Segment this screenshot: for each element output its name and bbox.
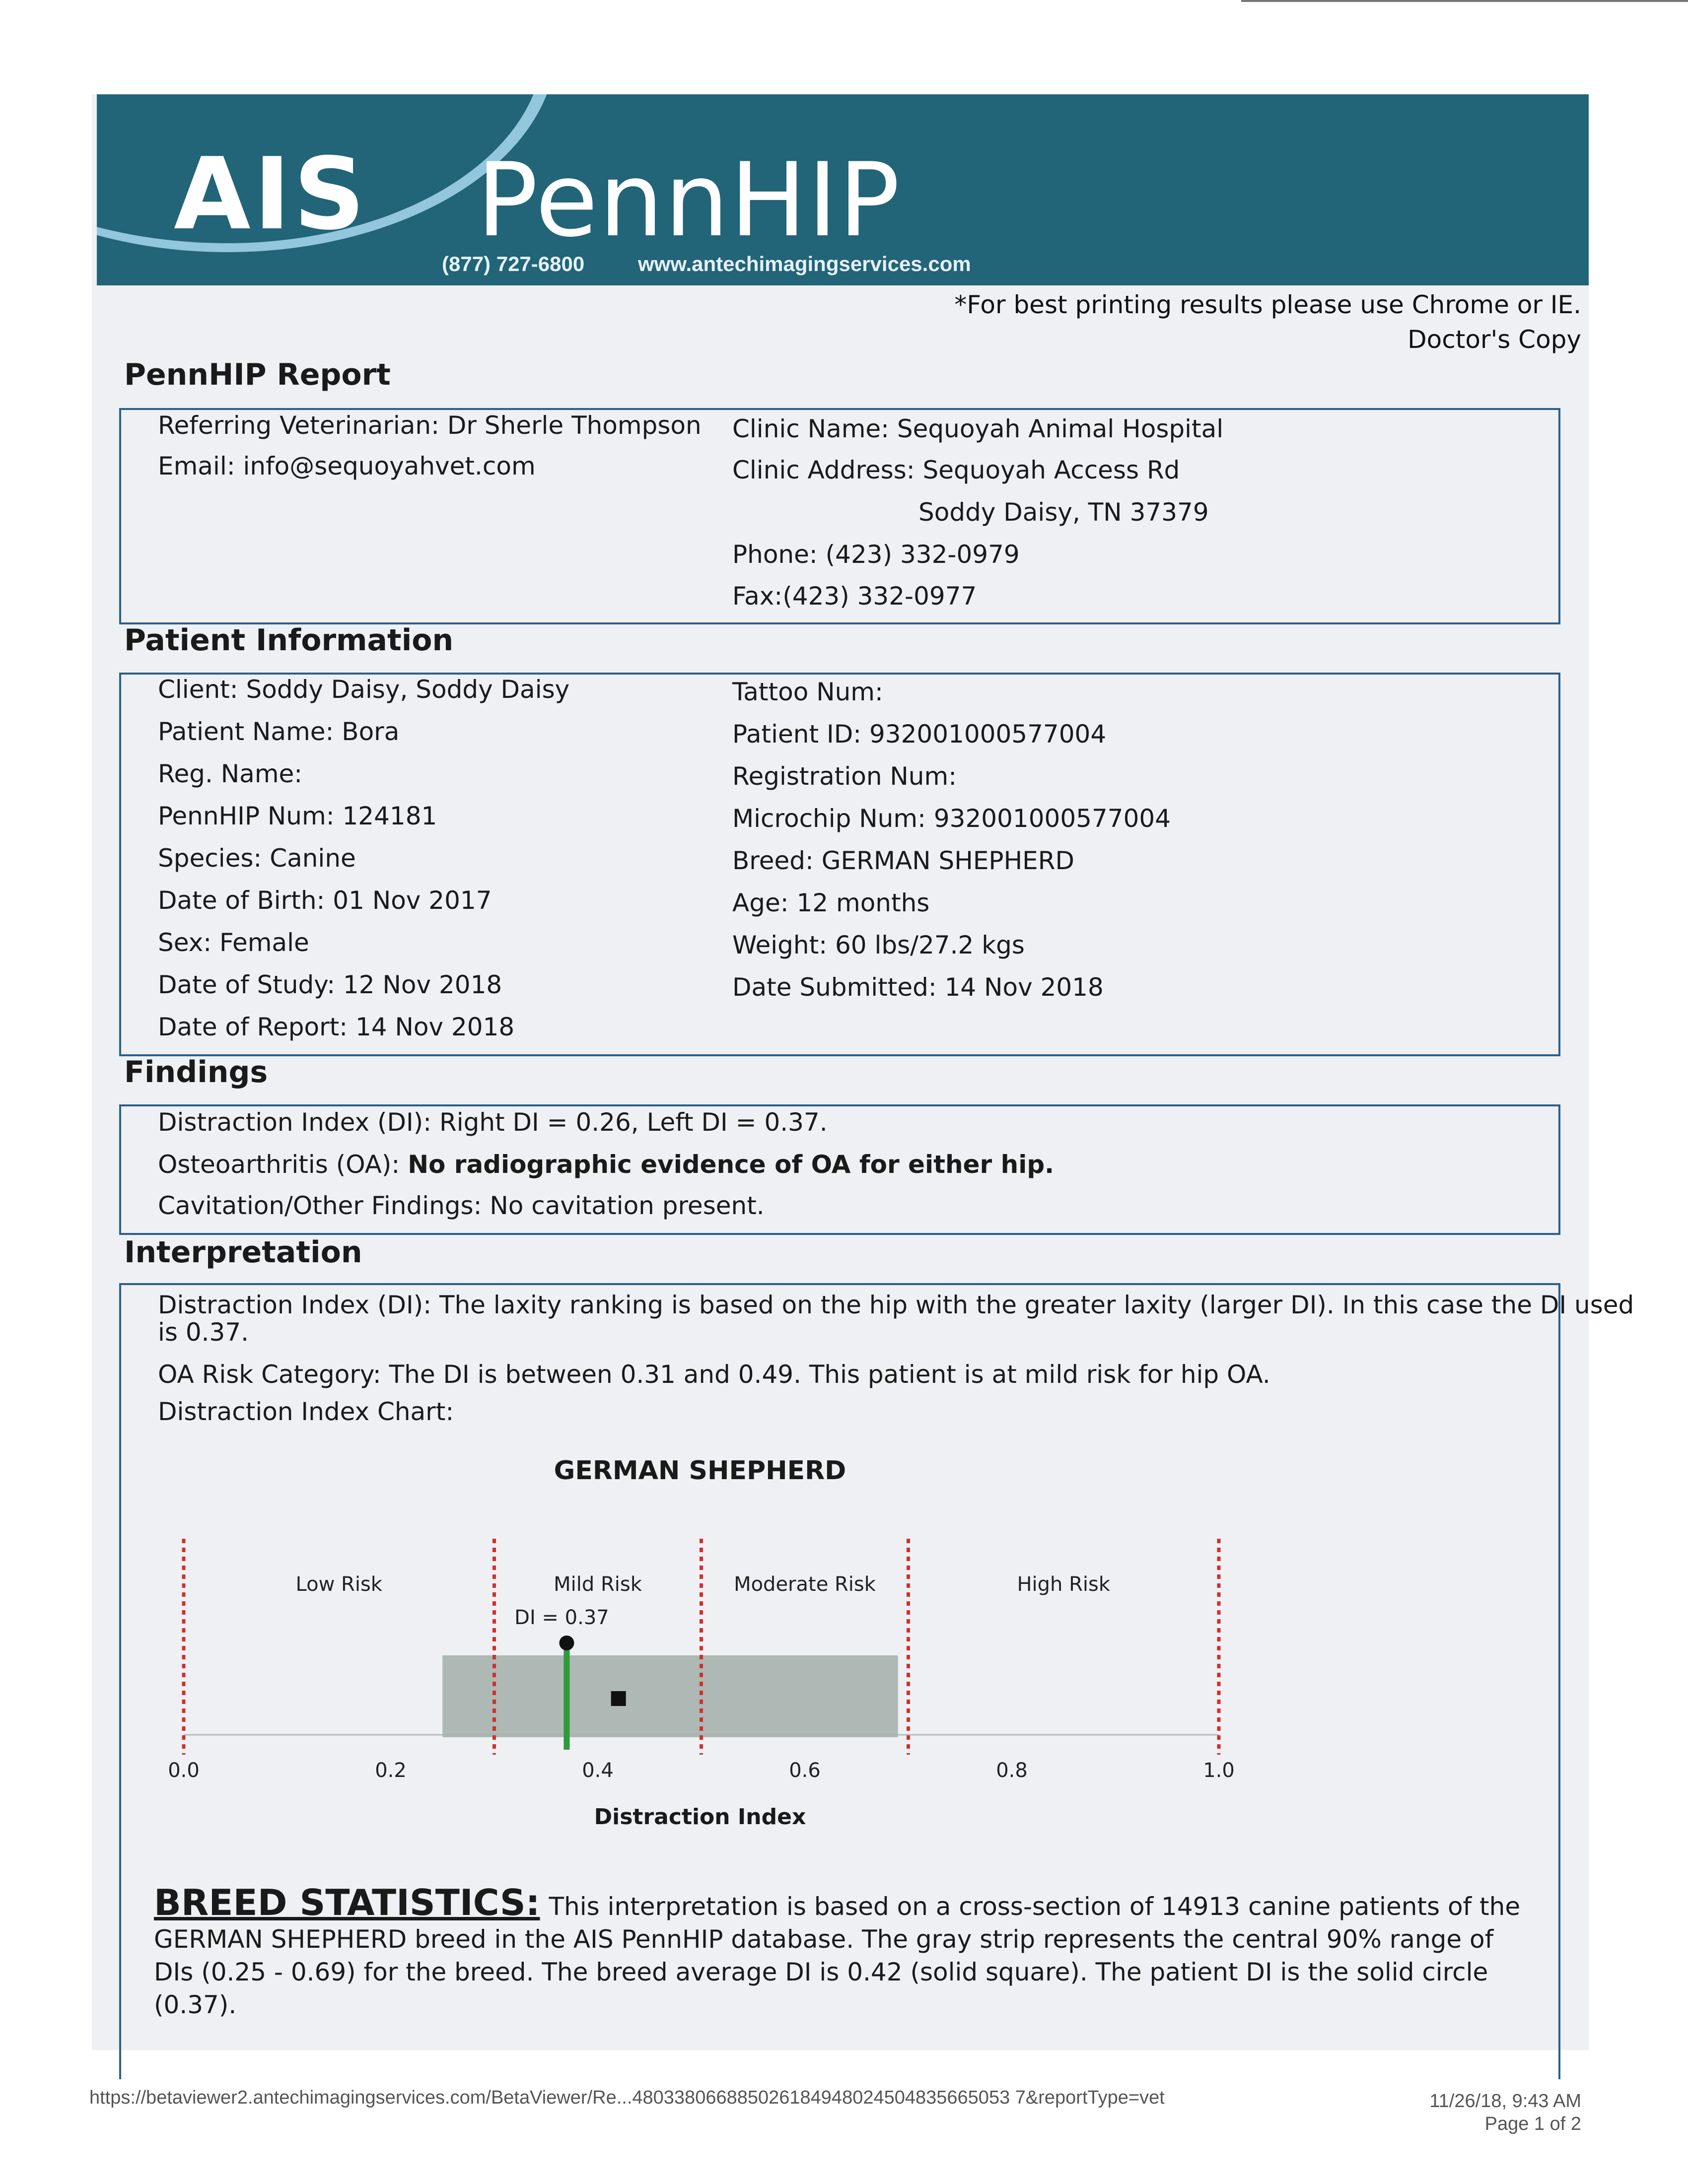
interpretation-oa-risk: OA Risk Category: The DI is between 0.31 and 0.49. This patient is at mild risk for hip OA. [158, 1360, 1270, 1389]
tick-label-3: 0.6 [789, 1759, 821, 1782]
patient-di-label: DI = 0.37 [514, 1606, 609, 1629]
breed-range-strip [442, 1655, 898, 1737]
logo-ais: AIS [174, 136, 368, 252]
patient-client: Client: Soddy Daisy, Soddy Daisy [158, 675, 570, 704]
patient-registration-num: Registration Num: [732, 762, 957, 791]
banner-phone: (877) 727-6800 [442, 252, 585, 275]
clinic-address-line2: Soddy Daisy, TN 37379 [918, 498, 1209, 527]
clinic-name: Clinic Name: Sequoyah Animal Hospital [732, 414, 1224, 443]
risk-zone-label-2: Moderate Risk [734, 1573, 876, 1596]
chart-title: GERMAN SHEPHERD [554, 1456, 846, 1486]
referring-vet: Referring Veterinarian: Dr Sherle Thompson [158, 411, 702, 440]
clinic-phone: Phone: (423) 332-0979 [732, 540, 1020, 569]
interpretation-di-text-2: is 0.37. [158, 1318, 249, 1347]
copy-note: Doctor's Copy [1407, 325, 1581, 354]
findings-heading: Findings [124, 1055, 268, 1090]
vet-email: Email: info@sequoyahvet.com [158, 452, 536, 480]
tick-label-1: 0.2 [375, 1759, 407, 1782]
findings-oa: Osteoarthritis (OA): No radiographic evidence of OA for either hip. [158, 1150, 1055, 1179]
footer-page: Page 1 of 2 [1484, 2114, 1581, 2134]
findings-di: Distraction Index (DI): Right DI = 0.26, Left DI = 0.37. [158, 1108, 828, 1137]
tick-label-4: 0.8 [996, 1759, 1028, 1782]
tick-label-0: 0.0 [168, 1759, 200, 1782]
patient-microchip-num: Microchip Num: 932001000577004 [732, 804, 1171, 833]
interpretation-di-text: Distraction Index (DI): The laxity ranking is based on the hip with the greater laxity (larger DI). In this case the DI used [158, 1291, 1634, 1319]
patient-breed: Breed: GERMAN SHEPHERD [732, 846, 1075, 875]
risk-zone-label-0: Low Risk [295, 1573, 382, 1596]
patient-date-of-report: Date of Report: 14 Nov 2018 [158, 1013, 515, 1041]
patient-heading: Patient Information [124, 623, 454, 658]
patient-tattoo-num: Tattoo Num: [732, 678, 883, 706]
risk-zone-label-3: High Risk [1017, 1573, 1111, 1596]
footer-datetime [1429, 2090, 1581, 2135]
tick-label-2: 0.4 [582, 1759, 614, 1782]
tick-label-5: 1.0 [1203, 1759, 1235, 1782]
patient-weight: Weight: 60 lbs/27.2 kgs [732, 931, 1025, 959]
patient-date-submitted: Date Submitted: 14 Nov 2018 [732, 973, 1104, 1002]
patient-sex: Sex: Female [158, 928, 309, 957]
patient-species: Species: Canine [158, 844, 356, 873]
footer-url: https://betaviewer2.antechimagingservices.com/BetaViewer/Re...480338066885026184948024504835665053 7&reportType=vet [89, 2087, 1165, 2108]
breed-statistics-title: BREED STATISTICS: [154, 1882, 540, 1923]
patient-id: Patient ID: 932001000577004 [732, 720, 1107, 749]
findings-cavitation: Cavitation/Other Findings: No cavitation present. [158, 1191, 765, 1220]
patient-name: Patient Name: Bora [158, 717, 400, 746]
interpretation-heading: Interpretation [124, 1235, 362, 1270]
patient-date-of-study: Date of Study: 12 Nov 2018 [158, 970, 502, 999]
banner-website: www.antechimagingservices.com [638, 252, 971, 275]
patient-di-circle [559, 1636, 574, 1650]
patient-age: Age: 12 months [732, 888, 930, 917]
patient-dob: Date of Birth: 01 Nov 2017 [158, 886, 492, 915]
patient-pennhip-num: PennHIP Num: 124181 [158, 802, 437, 830]
breed-statistics-text: This interpretation is based on a cross-section of 14913 canine patients of the GERMAN SHEPHERD breed in the AIS PennHIP database. The gray strip represents the central 90% range of DIs (0.25 - 0.69) for the breed. The breed average DI is 0.42 (solid square). The patient DI is the solid circle (0.37). [154, 1892, 1521, 2019]
report-title: PennHIP Report [124, 357, 391, 392]
footer-timestamp: 11/26/18, 9:43 AM [1429, 2091, 1581, 2112]
clinic-fax: Fax:(423) 332-0977 [732, 582, 977, 611]
clinic-address: Clinic Address: Sequoyah Access Rd [732, 456, 1180, 484]
interpretation-chart-label: Distraction Index Chart: [158, 1397, 454, 1426]
x-axis-title: Distraction Index [594, 1804, 806, 1830]
patient-reg-name: Reg. Name: [158, 759, 303, 788]
logo-pennhip: PennHIP [477, 141, 901, 260]
printing-note: *For best printing results please use Chrome or IE. [954, 290, 1581, 319]
risk-zone-label-1: Mild Risk [554, 1573, 642, 1596]
breed-average-square [611, 1691, 626, 1706]
breed-statistics [154, 1882, 1524, 2021]
